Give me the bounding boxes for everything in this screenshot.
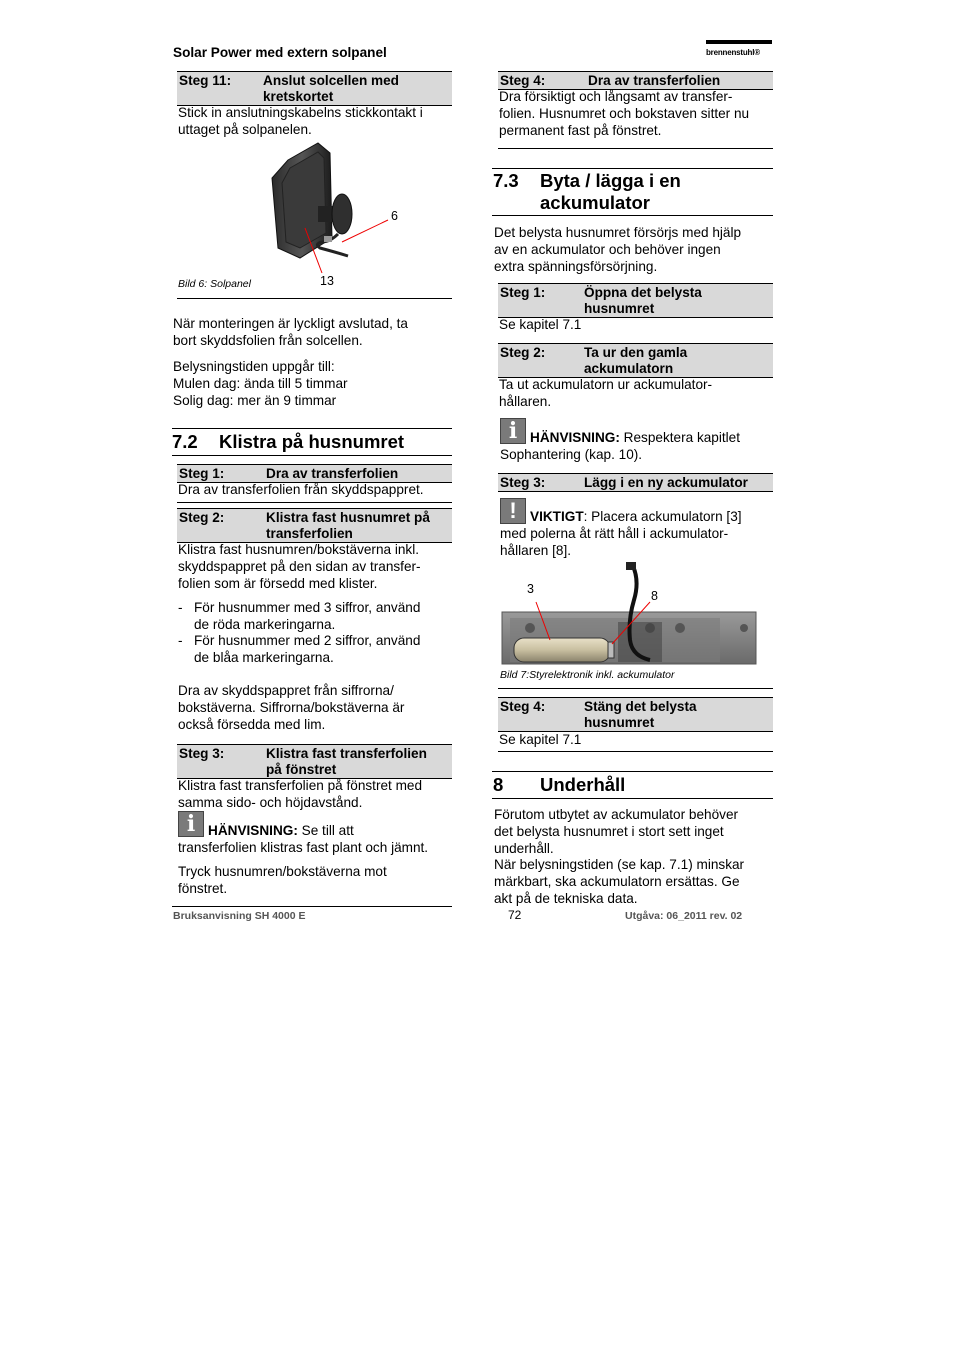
- fig6-label-6: 6: [391, 209, 398, 223]
- bullet-text: För husnummer med 2 siffror, använd de blåa markeringarna.: [194, 633, 421, 665]
- bullet-dash: -: [178, 600, 183, 615]
- note-line-1: [530, 430, 740, 447]
- bullet-text: För husnummer med 3 siffror, använd de röda markeringarna.: [194, 600, 421, 632]
- step-title: Anslut solcellen med kretskortet: [263, 73, 399, 104]
- footer-manual-name: Bruksanvisning SH 4000 E: [173, 910, 306, 922]
- info-icon: i: [178, 811, 204, 837]
- after-install-text: När monteringen är lyckligt avslutad, ta bort skyddsfolien från solcellen.: [173, 316, 408, 348]
- divider: [492, 771, 773, 772]
- warning-line-1: [530, 509, 742, 526]
- divider: [177, 502, 452, 503]
- step-3-header: [498, 473, 773, 492]
- step-title: Klistra fast husnumret på transferfolien: [266, 510, 430, 541]
- step-number: Steg 4:: [500, 699, 546, 714]
- fig7-label-8: 8: [651, 589, 658, 603]
- divider: [498, 688, 773, 689]
- solar-panel-image: [260, 138, 410, 288]
- divider: [172, 906, 452, 907]
- divider: [177, 298, 452, 299]
- step-number: Steg 2:: [500, 345, 546, 360]
- step-4-header: [498, 697, 773, 732]
- divider: [498, 148, 773, 149]
- press-text: Tryck husnumren/bokstäverna mot fönstret.: [178, 864, 387, 896]
- divider: [492, 168, 773, 169]
- brand-logo-text: brennenstuhl®: [706, 48, 760, 57]
- step-number: Steg 1:: [179, 466, 225, 481]
- step-number: Steg 2:: [179, 510, 225, 525]
- note-label: HÄNVISNING:: [530, 430, 620, 445]
- warning-icon: !: [500, 498, 526, 524]
- lighting-time-text: Belysningstiden uppgår till: Mulen dag: ända till 5 timmar Solig dag: mer än 9 timmar: [173, 359, 348, 408]
- section-title: Byta / lägga i en ackumulator: [540, 170, 681, 213]
- step-title: Öppna det belysta husnumret: [584, 285, 702, 316]
- divider: [492, 798, 773, 799]
- bullet-dash: -: [178, 633, 183, 648]
- brand-logo: [706, 40, 772, 62]
- note-text-2: Sophantering (kap. 10).: [500, 447, 643, 462]
- step-3-text: Klistra fast transferfolien på fönstret med samma sido- och höjdavstånd.: [178, 778, 423, 810]
- fig6-label-13: 13: [320, 274, 334, 288]
- step-number: Steg 3:: [500, 475, 546, 490]
- page-number: 72: [508, 908, 522, 922]
- step-2-header: [177, 508, 452, 543]
- fig7-caption: Bild 7:Styrelektronik inkl. ackumulator: [500, 669, 675, 681]
- divider: [492, 215, 773, 216]
- fig7-label-3: 3: [527, 582, 534, 596]
- step-title: Lägg i en ny ackumulator: [584, 475, 748, 490]
- step-4-text: Dra försiktigt och långsamt av transfer- folien. Husnumret och bokstaven sitter nu permanent fast på fönstret.: [499, 89, 750, 138]
- step-11-header: [177, 71, 452, 106]
- step-1-text: Se kapitel 7.1: [499, 317, 582, 332]
- footer-edition: Utgåva: 06_2011 rev. 02: [625, 910, 743, 922]
- warning-text-2: med polerna åt rätt håll i ackumulator- hållaren [8].: [500, 526, 729, 558]
- step-title: Dra av transferfolien: [588, 73, 721, 88]
- section-7-2-heading: [172, 431, 452, 453]
- step-title: Klistra fast transferfolien på fönstret: [266, 746, 427, 777]
- figure-solar-panel: [260, 138, 410, 288]
- step-2-text: Ta ut ackumulatorn ur ackumulator- hållaren.: [499, 377, 713, 409]
- note-line-1: [208, 823, 354, 840]
- step-4-text: Se kapitel 7.1: [499, 732, 582, 747]
- step-4-header: [498, 71, 773, 90]
- section-title: Klistra på husnumret: [219, 431, 405, 452]
- section-7-3-heading: [493, 170, 773, 214]
- section-8-heading: [493, 774, 773, 796]
- warning-text: : Placera ackumulatorn [3]: [583, 509, 742, 524]
- step-number: Steg 4:: [500, 73, 546, 88]
- section-number: 8: [493, 774, 504, 795]
- note-text: Respektera kapitlet: [619, 430, 741, 445]
- page-header-title: Solar Power med extern solpanel: [173, 45, 387, 60]
- section-number: 7.3: [493, 170, 519, 191]
- step-1-header: [498, 283, 773, 318]
- step-number: Steg 1:: [500, 285, 546, 300]
- section-8-text: Förutom utbytet av ackumulator behöver det belysta husnumret i stort sett inget underhåll. När belysningstiden (se kap. 7.1) minskar märkbart, ska ackumulatorn ersättas. Ge akt på de tekniska data.: [494, 807, 745, 906]
- section-title: Underhåll: [540, 774, 626, 795]
- step-2-text: Klistra fast husnumren/bokstäverna inkl. skyddspappret på den sidan av transfer- folien som är försedd med klister.: [178, 542, 421, 591]
- peel-off-text: Dra av skyddspappret från siffrorna/ bokstäverna. Siffrorna/bokstäverna är också försedda med lim.: [178, 683, 405, 732]
- step-title: Dra av transferfolien: [266, 466, 399, 481]
- step-title: Ta ur den gamla ackumulatorn: [584, 345, 688, 376]
- section-7-3-text: Det belysta husnumret försörjs med hjälp av en ackumulator och behöver ingen extra spänningsförsörjning.: [494, 225, 742, 274]
- warning-label: VIKTIGT: [530, 509, 584, 524]
- step-number: Steg 3:: [179, 746, 225, 761]
- fig6-caption: Bild 6: Solpanel: [178, 278, 251, 290]
- step-3-header: [177, 744, 452, 779]
- divider: [498, 751, 773, 752]
- divider: [172, 428, 452, 429]
- step-title: Stäng det belysta husnumret: [584, 699, 697, 730]
- step-number: Steg 11:: [179, 73, 232, 88]
- step-1-header: [177, 464, 452, 483]
- note-text-2: transferfolien klistras fast plant och jämnt.: [178, 840, 429, 855]
- step-2-header: [498, 343, 773, 378]
- note-label: HÄNVISNING:: [208, 823, 298, 838]
- info-icon: i: [500, 418, 526, 444]
- figure-control-electronics: [500, 560, 760, 668]
- divider: [172, 455, 452, 456]
- section-number: 7.2: [172, 431, 198, 452]
- step-1-text: Dra av transferfolien från skyddspappret.: [178, 482, 424, 497]
- control-electronics-image: [500, 560, 760, 668]
- step-11-text: Stick in anslutningskabelns stickkontakt i uttaget på solpanelen.: [178, 105, 423, 137]
- note-text: Se till att: [297, 823, 354, 838]
